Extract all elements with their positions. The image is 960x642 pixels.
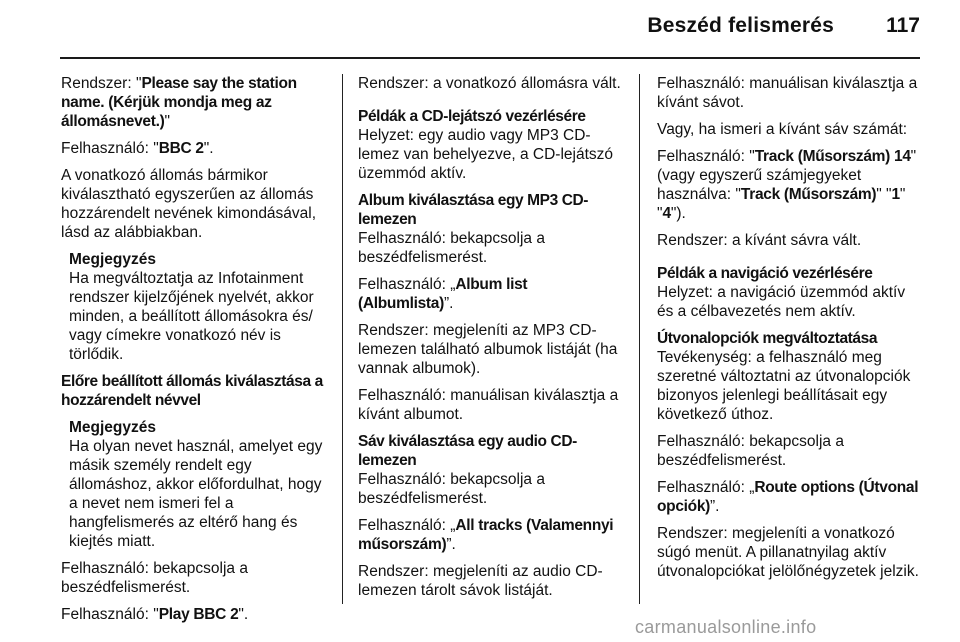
note-text: Ha megváltoztatja az Infotainment rendszer kijelzőjének nyelvét, akkor minden, a beállított állomásokra és/ vagy címekre vonatkozó név is törlődik. bbox=[69, 270, 314, 363]
note-block bbox=[61, 418, 326, 551]
column-divider-2 bbox=[639, 74, 640, 604]
paragraph: Rendszer: a kívánt sávra vált. bbox=[657, 232, 862, 249]
paragraph: Felhasználó: "BBC 2". bbox=[61, 140, 214, 157]
subsection-heading: Album kiválasztása egy MP3 CD-lemezen bbox=[358, 192, 589, 228]
column-1 bbox=[61, 74, 326, 632]
paragraph: Rendszer: "Please say the station name. (Kérjük mondja meg az állomásnevet.)" bbox=[61, 75, 297, 130]
paragraph: Felhasználó: „Album list (Albumlista)”. bbox=[358, 276, 528, 312]
paragraph: Rendszer: megjeleníti az MP3 CD-lemezen található albumok listáját (ha vannak albumok). bbox=[358, 322, 618, 377]
paragraph: Rendszer: megjeleníti a vonatkozó súgó menüt. A pillanatnyilag aktív útvonalopciókat jelölőnégyzetek jelzik. bbox=[657, 525, 919, 580]
page-number: 117 bbox=[886, 14, 920, 37]
note-block bbox=[61, 250, 326, 364]
column-divider-1 bbox=[342, 74, 343, 604]
subsection-heading: Útvonalopciók megváltoztatása bbox=[657, 330, 878, 347]
paragraph: Felhasználó: bekapcsolja a beszédfelismerést. bbox=[358, 471, 545, 507]
paragraph: Felhasználó: "Play BBC 2". bbox=[61, 606, 249, 623]
page-title: Beszéd felismerés bbox=[647, 14, 834, 37]
paragraph: Felhasználó: manuálisan kiválasztja a kívánt sávot. bbox=[657, 75, 918, 111]
column-3 bbox=[657, 74, 922, 589]
paragraph: Rendszer: megjeleníti az audio CD-lemezen tárolt sávok listáját. bbox=[358, 563, 603, 599]
paragraph: Felhasználó: „All tracks (Valamennyi műsorszám)”. bbox=[358, 517, 614, 553]
section-heading: Előre beállított állomás kiválasztása a hozzárendelt névvel bbox=[61, 373, 323, 409]
header-divider bbox=[60, 57, 920, 59]
paragraph: Helyzet: a navigáció üzemmód aktív és a célbavezetés nem aktív. bbox=[657, 284, 906, 320]
paragraph: Felhasználó: bekapcsolja a beszédfelismerést. bbox=[61, 560, 248, 596]
paragraph: Tevékenység: a felhasználó meg szeretné változtatni az útvonalopciók bizonyos jelenlegi beállításait egy következő úthoz. bbox=[657, 349, 911, 423]
paragraph: Felhasználó: bekapcsolja a beszédfelismerést. bbox=[358, 230, 545, 266]
paragraph: Felhasználó: bekapcsolja a beszédfelismerést. bbox=[657, 433, 844, 469]
column-2 bbox=[358, 74, 623, 608]
subsection-heading: Sáv kiválasztása egy audio CD-lemezen bbox=[358, 433, 577, 469]
section-heading: Példák a navigáció vezérlésére bbox=[657, 265, 873, 282]
note-text: Ha olyan nevet használ, amelyet egy másik személy rendelt egy állomáshoz, akkor előfordulhat, hogy a nevet nem ismeri fel a hangfelismerés az eltérő hang és kiejtés miatt. bbox=[69, 438, 323, 550]
note-heading: Megjegyzés bbox=[69, 251, 157, 268]
paragraph: Vagy, ha ismeri a kívánt sáv számát: bbox=[657, 121, 908, 138]
section-heading: Példák a CD-lejátszó vezérlésére bbox=[358, 108, 586, 125]
watermark-text: carmanualsonline.info bbox=[635, 617, 817, 637]
paragraph: Felhasználó: manuálisan kiválasztja a kívánt albumot. bbox=[358, 387, 619, 423]
paragraph: Felhasználó: "Track (Műsorszám) 14" (vagy egyszerű számjegyeket használva: "Track (Műsorszám)" "1" "4"). bbox=[657, 148, 917, 222]
paragraph: Felhasználó: „Route options (Útvonal opciók)”. bbox=[657, 479, 919, 515]
note-heading: Megjegyzés bbox=[69, 419, 157, 436]
paragraph: Rendszer: a vonatkozó állomásra vált. bbox=[358, 75, 621, 92]
paragraph: Helyzet: egy audio vagy MP3 CD-lemez van behelyezve, a CD-lejátszó üzemmód aktív. bbox=[358, 127, 614, 182]
paragraph: A vonatkozó állomás bármikor kiválasztható egyszerűen az állomás hozzárendelt nevének kimondásával, lásd az alábbiakban. bbox=[61, 167, 317, 241]
